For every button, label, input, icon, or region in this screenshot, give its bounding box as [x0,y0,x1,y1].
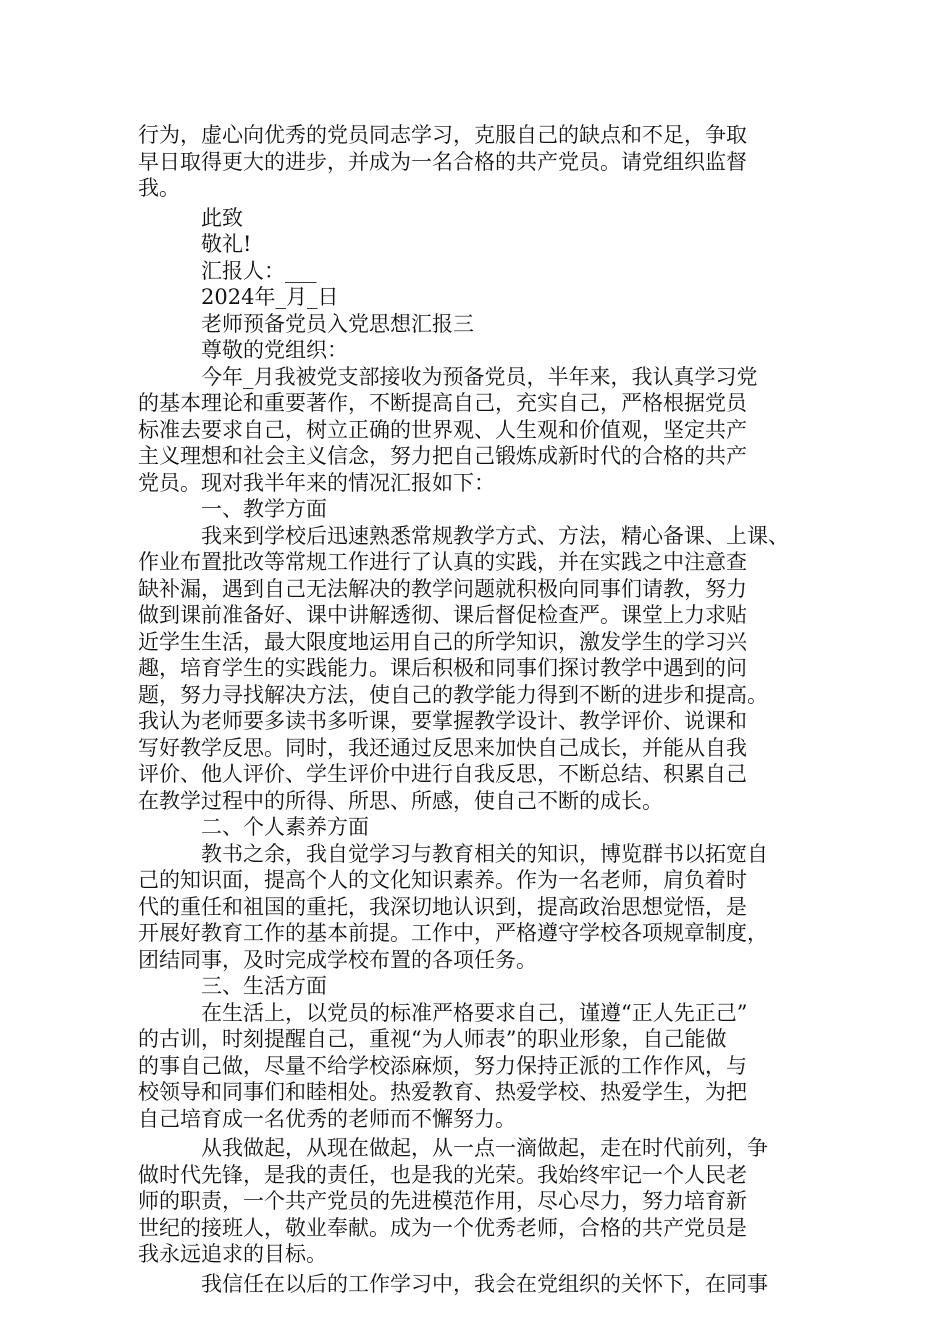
section-heading: 二、个人素养方面 [201,815,369,839]
text-line: 从我做起，从现在做起，从一点一滴做起，走在时代前列，争 [201,1136,768,1160]
text-line: 的事自己做，尽量不给学校添麻烦，努力保持正派的工作作风，与 [138,1053,747,1078]
text-line: 校领导和同事们和睦相处。热爱教育、热爱学校、热爱学生，为把 [138,1080,747,1104]
intro-paragraph [138,122,818,202]
text-line: 标准去要求自己，树立正确的世界观、人生观和价值观，坚定共产 [138,417,747,442]
document-title: 老师预备党员入党思想汇报三 [201,311,474,336]
text-line: 题，努力寻找解决方法，使自己的教学能力得到不断的进步和提高。 [138,682,768,707]
document-page [138,122,818,1297]
text-line: 己的知识面，提高个人的文化知识素养。作为一名老师，肩负着时 [138,868,747,892]
text-line: 主义理想和社会主义信念，努力把自己锻炼成新时代的合格的共产 [138,444,747,468]
text-line: 党员。现对我半年来的情况汇报如下： [138,470,495,495]
text-line: 团结同事，及时完成学校布置的各项任务。 [138,947,537,972]
text-line: 趣，培育学生的实践能力。课后积极和同事们探讨教学中遇到的问 [138,656,747,680]
text-line: 的基本理论和重要著作，不断提高自己，充实自己，严格根据党员 [138,391,747,415]
salutation: 尊敬的党组织： [201,338,348,362]
text-line: 作业布置批改等常规工作进行了认真的实践，并在实践之中注意查 [138,550,747,574]
text-line: 早日取得更大的进步，并成为一名合格的共产党员。请党组织监督 [138,149,747,174]
paragraph-life [138,1000,818,1133]
text-line: 在教学过程中的所得、所思、所感，使自己不断的成长。 [138,788,663,813]
text-line: 自己培育成一名优秀的老师而不懈努力。 [138,1106,516,1131]
text-line: 开展好教育工作的基本前提。工作中，严格遵守学校各项规章制度， [138,921,768,945]
text-line: 做时代先锋，是我的责任，也是我的光荣。我始终牢记一个人民老 [138,1162,747,1187]
text-line: 缺补漏，遇到自己无法解决的教学问题就积极向同事们请教，努力 [138,576,747,601]
text-line: 近学生生活，最大限度地运用自己的所学知识，激发学生的学习兴 [138,629,747,654]
text-line: 写好教学反思。同时，我还通过反思来加快自己成长，并能从自我 [138,735,747,760]
text-line: 行为，虚心向优秀的党员同志学习，克服自己的缺点和不足，争取 [138,123,747,147]
text-line: 世纪的接班人，敬业奉献。成为一个优秀老师，合格的共产党员是 [138,1215,747,1240]
text-line: 代的重任和祖国的重托，我深切地认识到，提高政治思想觉悟，是 [138,894,747,919]
paragraph-commitment [138,1135,818,1268]
section-heading: 三、生活方面 [201,974,327,998]
closing-salutation: 此致 [201,205,243,230]
paragraph-teaching [138,523,818,815]
text-line: 教书之余，我自觉学习与教育相关的知识，博览群书以拓宽自 [201,841,768,866]
text-line: 我信任在以后的工作学习中，我会在党组织的关怀下，在同事 [201,1271,768,1296]
text-line: 我永远追求的目标。 [138,1242,327,1266]
closing-regards: 敬礼! [201,232,252,256]
text-line: 师的职责，一个共产党员的先进模范作用，尽心尽力，努力培育新 [138,1189,747,1213]
paragraph-personal [138,841,818,974]
paragraph-closing [138,1271,818,1298]
reporter-line: 汇报人：___ [201,258,317,283]
text-line: 做到课前准备好、课中讲解透彻、课后督促检查严。课堂上力求贴 [138,603,747,627]
date-line: 2024年_月_日 [201,285,339,309]
paragraph-intro-report [138,364,818,497]
text-line: 我。 [138,176,180,200]
text-line: 我认为老师要多读书多听课，要掌握教学设计、教学评价、说课和 [138,709,747,733]
text-line: 今年_月我被党支部接收为预备党员，半年来，我认真学习党 [201,364,758,389]
text-line: 的古训，时刻提醒自己，重视“为人师表”的职业形象，自己能做 [138,1027,727,1051]
text-line: 在生活上，以党员的标准严格要求自己，谨遵“正人先正己” [201,1000,748,1025]
text-line: 评价、他人评价、学生评价中进行自我反思，不断总结、积累自己 [138,762,747,786]
section-heading: 一、教学方面 [201,497,327,521]
text-line: 我来到学校后迅速熟悉常规教学方式、方法，精心备课、上课、 [201,523,789,548]
